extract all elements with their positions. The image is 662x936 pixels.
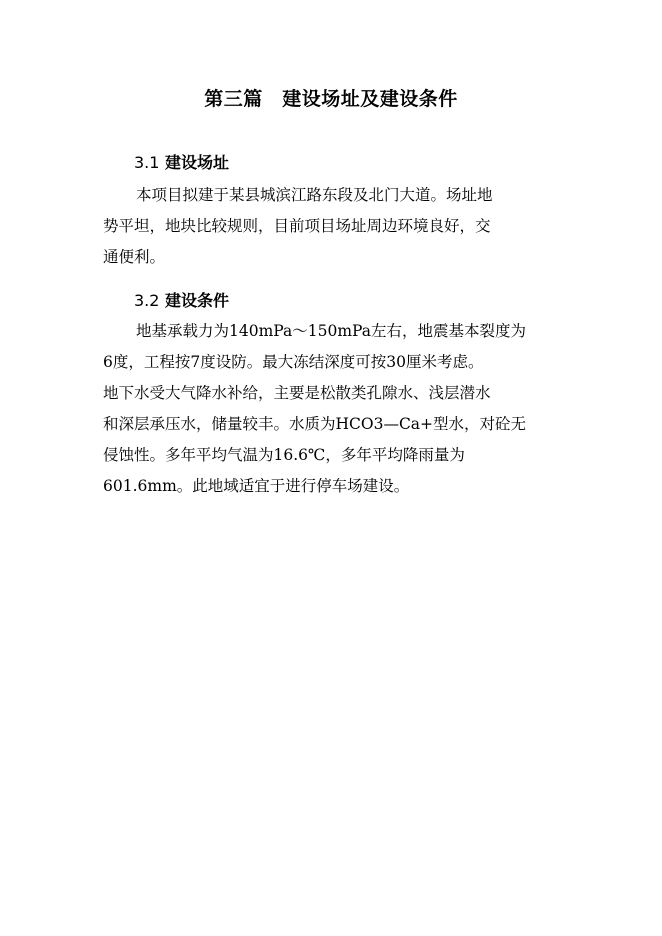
- section-heading-3-1: [134, 152, 229, 174]
- paragraph-line: 地基承载力为140mPa～150mPa左右，地震基本裂度为: [136, 322, 527, 340]
- paragraph-line: 601.6mm。此地域适宜于进行停车场建设。: [103, 477, 410, 495]
- paragraph-line: 6度，工程按7度设防。最大冻结深度可按30厘米考虑。: [103, 353, 484, 371]
- chapter-title: 第三篇 建设场址及建设条件: [204, 88, 458, 110]
- section-number: 3.1: [134, 153, 160, 172]
- paragraph-line: 地下水受大气降水补给，主要是松散类孔隙水、浅层潜水: [103, 384, 491, 402]
- section-title: 建设条件: [165, 291, 230, 310]
- section-title: 建设场址: [165, 153, 230, 172]
- paragraph-line: 和深层承压水，储量较丰。水质为HCO3—Ca+型水，对砼无: [103, 415, 527, 433]
- paragraph-line: 侵蚀性。多年平均气温为16.6℃，多年平均降雨量为: [103, 446, 465, 464]
- section-number: 3.2: [134, 291, 160, 310]
- paragraph-site: [103, 180, 563, 273]
- section-heading-3-2: [134, 290, 229, 312]
- paragraph-line: 本项目拟建于某县城滨江路东段及北门大道。场址地: [136, 186, 493, 204]
- paragraph-line: 通便利。: [103, 248, 166, 266]
- paragraph-conditions: [103, 316, 563, 502]
- paragraph-line: 势平坦，地块比较规则，目前项目场址周边环境良好，交: [103, 217, 491, 235]
